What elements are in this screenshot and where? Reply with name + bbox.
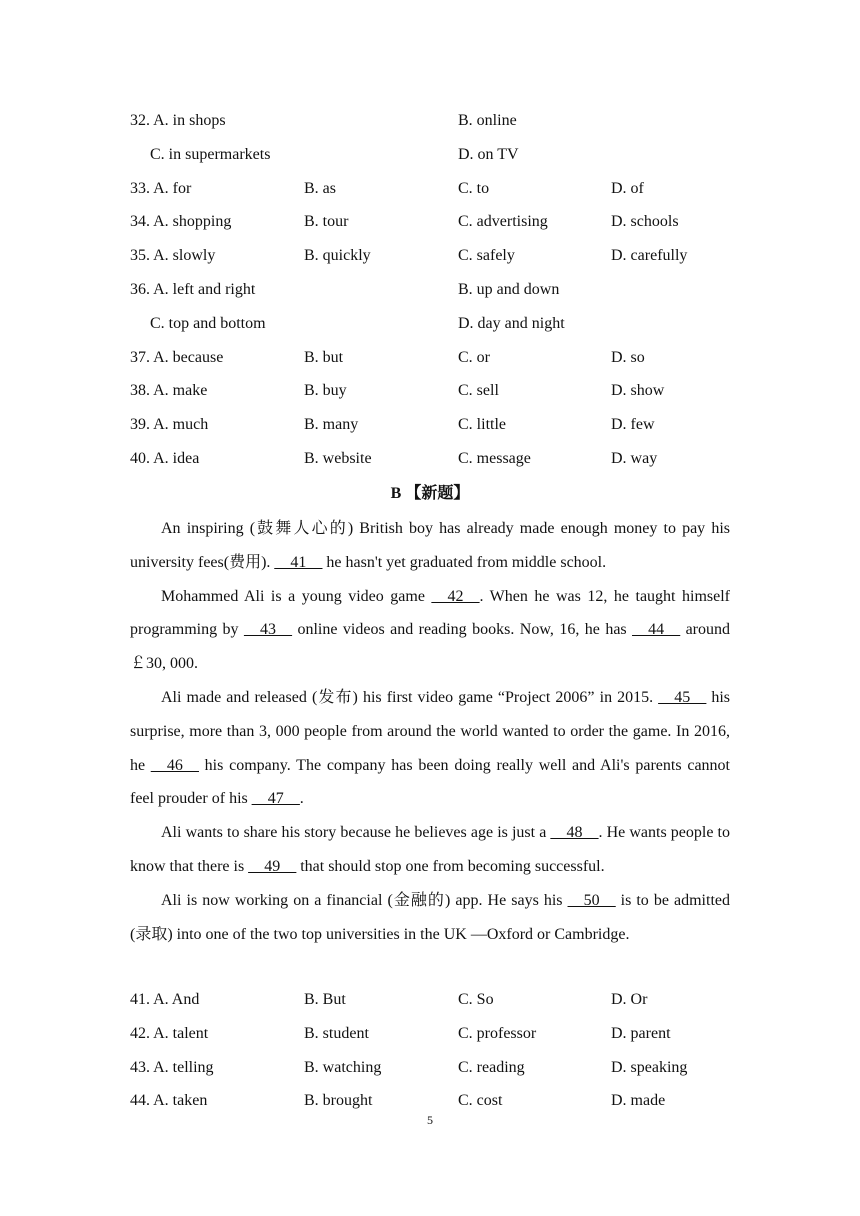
question-option-row: [130, 1056, 730, 1080]
option-a: 37. A. because: [130, 348, 224, 366]
answer-blank[interactable]: __42__: [431, 587, 480, 605]
passage-text-run: his company. The company has been doing really well and Ali's parents cannot feel prouder of his: [130, 756, 730, 808]
option-c: C. or: [458, 348, 490, 366]
question-option-row: [130, 447, 730, 471]
option-b: B. but: [304, 348, 344, 366]
passage-paragraph: [130, 681, 730, 816]
option-b: B. quickly: [304, 247, 371, 265]
option-b: B. buy: [304, 382, 347, 400]
option-a: 33. A. for: [130, 179, 192, 197]
answer-blank[interactable]: __44__: [632, 621, 681, 639]
option-b: B. online: [458, 112, 517, 129]
option-c: C. reading: [458, 1058, 525, 1076]
passage-text-run: . He wants people to know that there is: [130, 824, 731, 875]
answer-blank[interactable]: __47__: [251, 790, 300, 808]
option-b: B. up and down: [458, 281, 560, 298]
option-c: C. So: [458, 991, 494, 1008]
option-a: 34. A. shopping: [130, 213, 232, 231]
answer-blank[interactable]: __41__: [274, 553, 323, 571]
option-d: D. day and night: [458, 314, 565, 332]
passage-text-run: An inspiring (鼓舞人心的) British boy has already made enough money to pay his university fees(费用).: [130, 520, 730, 571]
passage-paragraph: [130, 884, 730, 952]
question-option-row: [130, 210, 730, 234]
option-a: 32. A. in shops: [130, 112, 226, 129]
option-d: D. made: [611, 1092, 666, 1110]
option-a: 39. A. much: [130, 416, 209, 434]
passage-text-run: he hasn't yet graduated from middle school.: [322, 553, 607, 571]
question-option-row: [130, 1022, 730, 1046]
option-a: 40. A. idea: [130, 450, 200, 467]
passage-text-run: around ￡30, 000.: [130, 621, 730, 673]
passage-text-run: . When he was 12, he taught himself programming by: [130, 587, 731, 639]
passage-text-run: .: [299, 790, 304, 808]
answer-blank[interactable]: __50__: [567, 891, 616, 909]
section-title: B 【新题】: [390, 485, 470, 502]
answer-blank[interactable]: __48__: [550, 824, 599, 842]
option-c: C. sell: [458, 382, 499, 400]
question-option-row: [130, 413, 730, 437]
option-d: D. way: [611, 450, 658, 467]
option-c: C. to: [458, 179, 490, 197]
option-b: B. But: [304, 991, 346, 1008]
passage-text-run: Ali made and released (发布) his first video game “Project 2006” in 2015.: [161, 688, 659, 706]
option-b: B. website: [304, 450, 372, 467]
option-d: D. show: [611, 382, 665, 400]
page-number: 5: [427, 1113, 433, 1127]
option-c: C. message: [458, 450, 531, 467]
option-b: B. as: [304, 179, 336, 197]
passage-text-run: is to be admitted (录取) into one of the two top universities in the UK —Oxford or Cambridge.: [130, 891, 730, 943]
option-b: B. many: [304, 416, 359, 434]
option-d: D. of: [611, 179, 644, 197]
question-option-row: [130, 346, 730, 370]
answer-blank[interactable]: __45__: [658, 688, 707, 706]
question-option-row: [130, 109, 730, 133]
option-a: 41. A. And: [130, 991, 200, 1008]
option-b: B. tour: [304, 213, 349, 231]
question-option-row: [130, 988, 730, 1012]
question-option-row: [130, 143, 730, 167]
option-d: D. parent: [611, 1024, 671, 1042]
option-c: C. little: [458, 416, 506, 434]
option-d: D. so: [611, 348, 645, 366]
answer-blank[interactable]: __43__: [244, 621, 292, 639]
passage-text-run: Ali is now working on a financial (金融的) app. He says his: [161, 891, 568, 909]
question-option-row: [130, 278, 730, 302]
passage-text-run: that should stop one from becoming successful.: [296, 857, 605, 875]
option-a: 43. A. telling: [130, 1058, 214, 1076]
option-c: C. advertising: [458, 213, 548, 231]
option-a: 42. A. talent: [130, 1024, 209, 1042]
answer-blank[interactable]: __49__: [248, 857, 297, 875]
passage-text-run: Mohammed Ali is a young video game: [161, 587, 432, 605]
passage-text-run: his surprise, more than 3, 000 people from around the world wanted to order the game. In 2016, he: [130, 688, 731, 774]
option-c: C. professor: [458, 1024, 537, 1042]
option-d: D. schools: [611, 213, 679, 231]
option-a: 36. A. left and right: [130, 281, 256, 298]
option-d: D. Or: [611, 991, 648, 1008]
question-option-row: [130, 177, 730, 201]
question-option-row: [130, 379, 730, 403]
passage-paragraph: [130, 580, 730, 681]
option-a: 38. A. make: [130, 382, 208, 400]
answer-blank[interactable]: __46__: [150, 756, 199, 774]
option-a: 35. A. slowly: [130, 247, 216, 265]
option-c: C. in supermarkets: [150, 145, 271, 163]
option-b: B. brought: [304, 1092, 373, 1110]
passage-text: [130, 512, 730, 951]
option-a: 44. A. taken: [130, 1092, 208, 1110]
passage-paragraph: [130, 816, 730, 884]
option-d: D. on TV: [458, 145, 519, 163]
question-option-row: [130, 1089, 730, 1113]
option-d: D. speaking: [611, 1058, 688, 1076]
option-b: B. watching: [304, 1058, 382, 1076]
option-c: C. cost: [458, 1092, 503, 1110]
option-b: B. student: [304, 1024, 369, 1042]
option-c: C. top and bottom: [150, 314, 266, 332]
question-option-row: [130, 312, 730, 336]
passage-text-run: Ali wants to share his story because he believes age is just a: [161, 824, 551, 842]
passage-paragraph: [130, 512, 730, 580]
option-d: D. few: [611, 416, 655, 434]
option-c: C. safely: [458, 247, 515, 265]
question-option-row: [130, 244, 730, 268]
option-d: D. carefully: [611, 247, 688, 265]
passage-text-run: online videos and reading books. Now, 16, he has: [292, 621, 633, 639]
